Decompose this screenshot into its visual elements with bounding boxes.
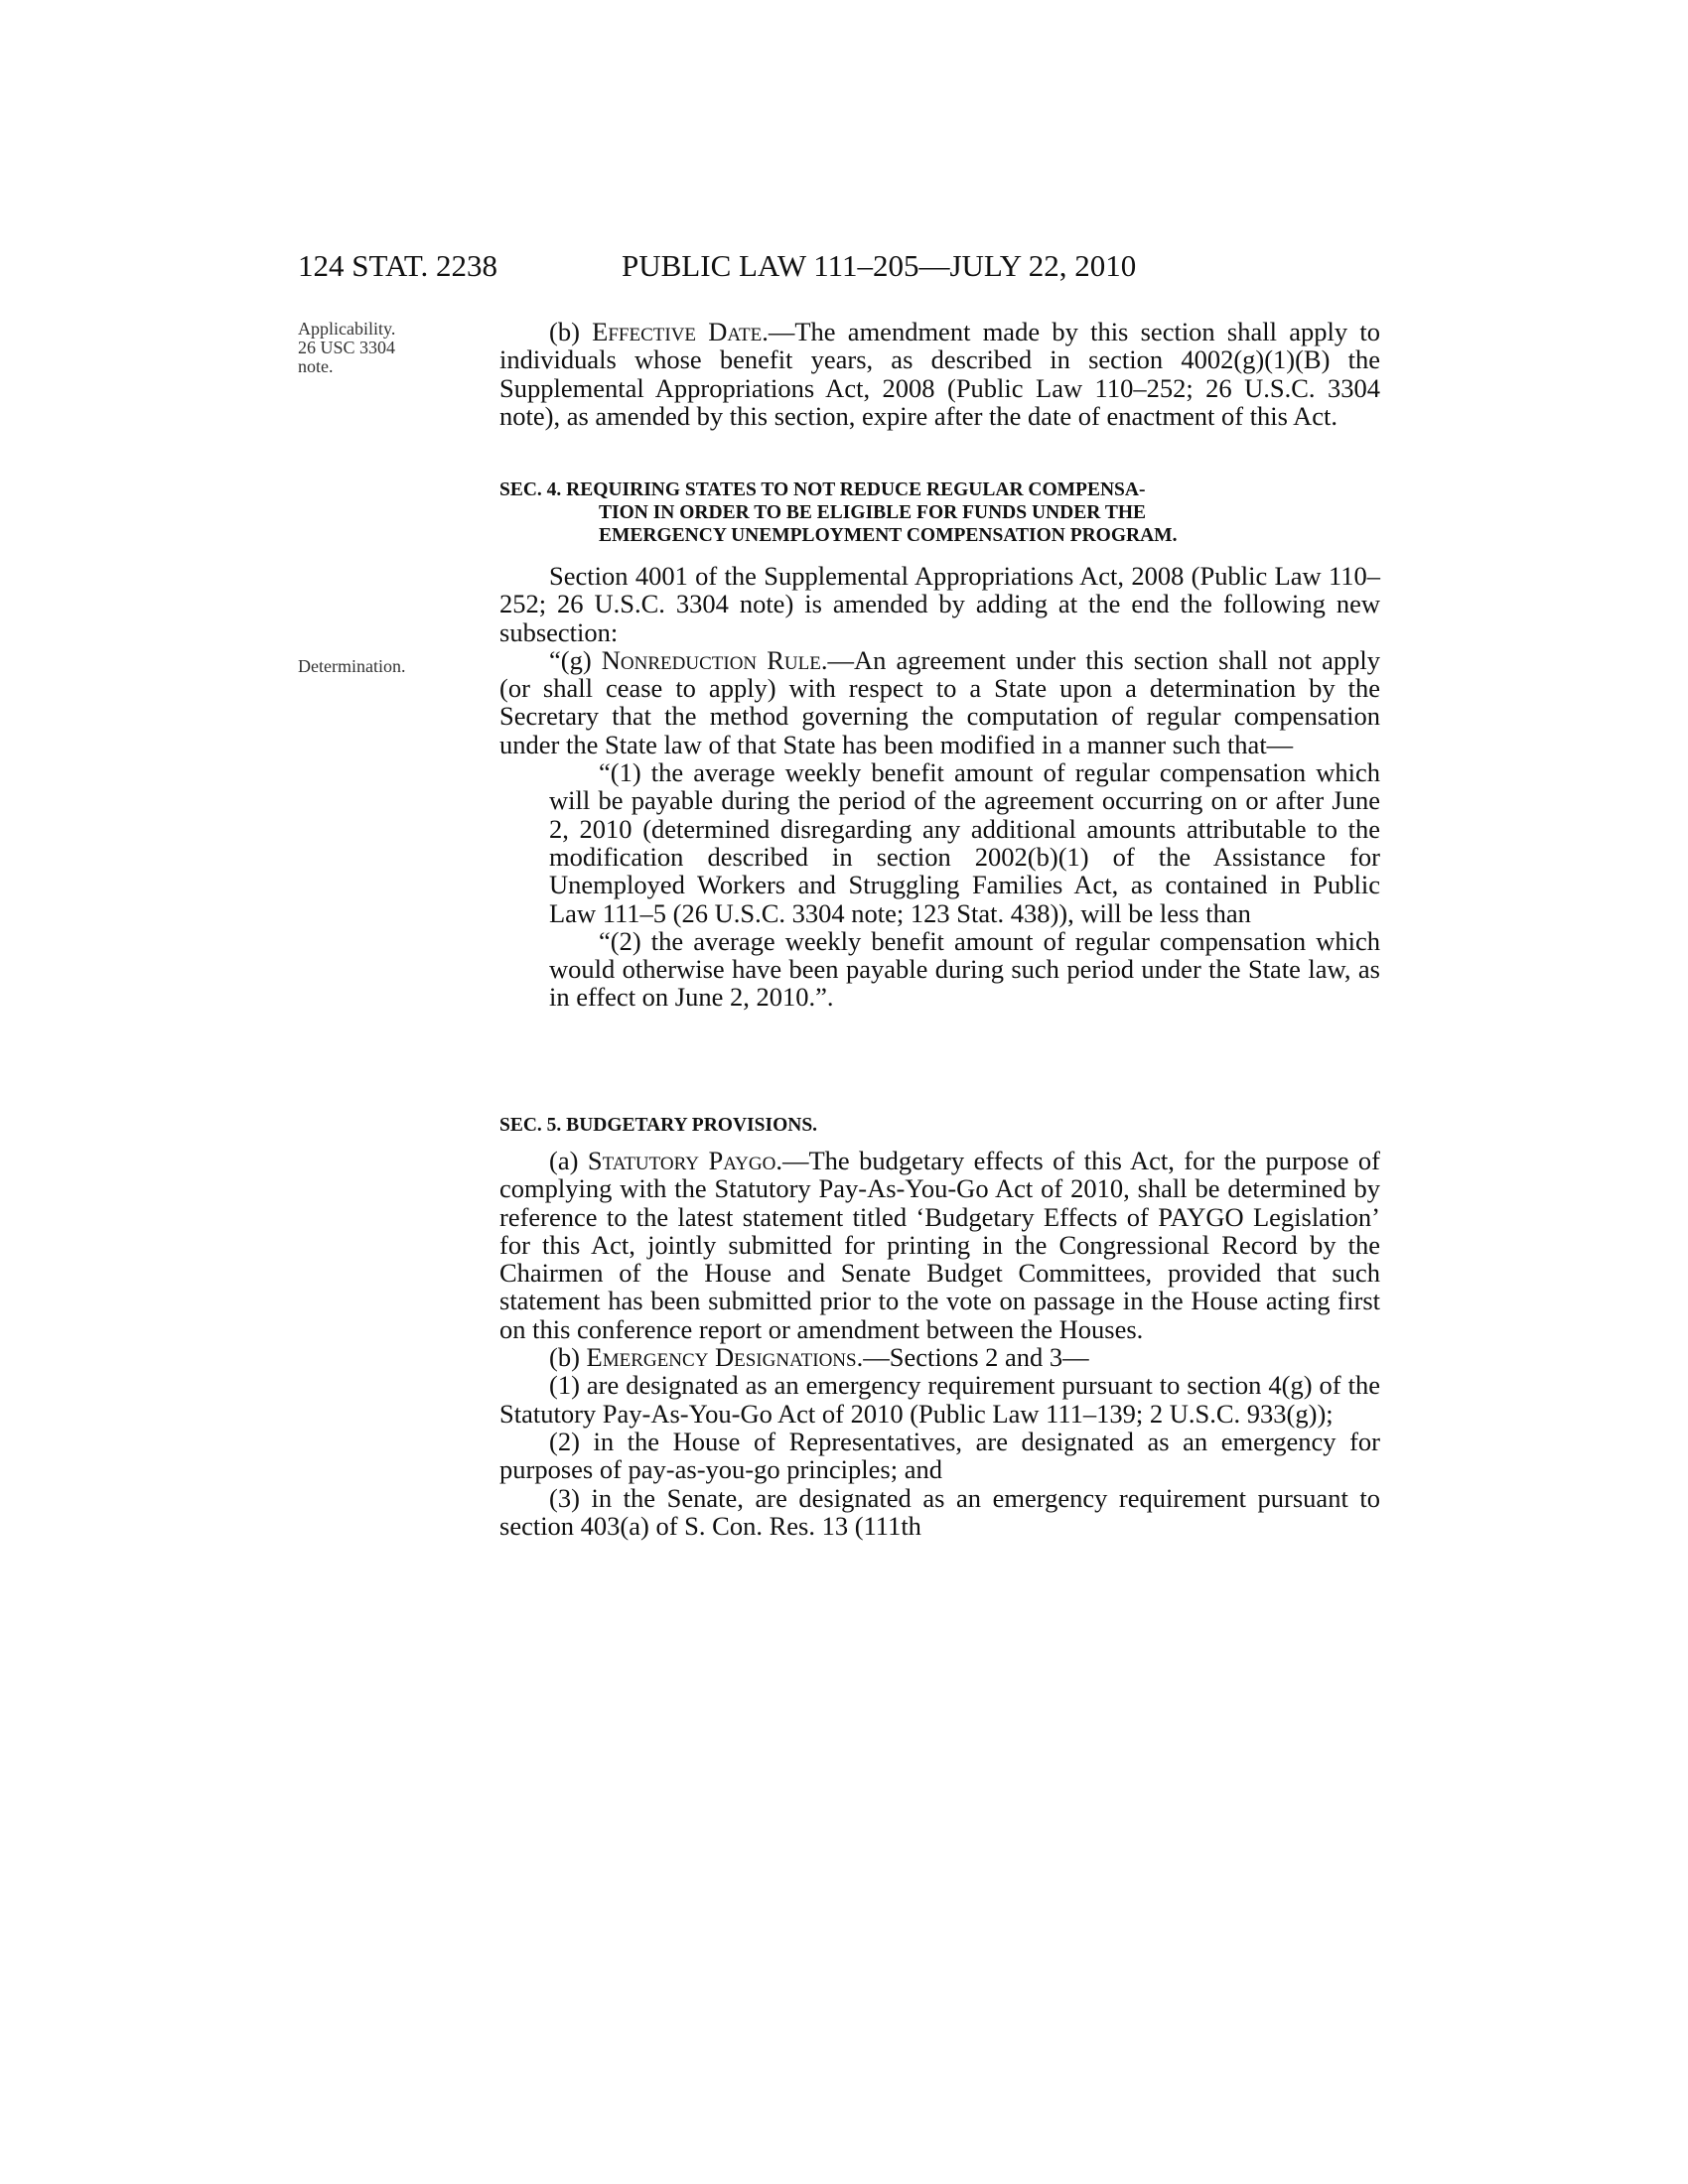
paragraph-b2: (2) in the House of Representatives, are designated as an emergency for purposes of pay-as-you-go principles; and	[499, 1426, 1380, 1485]
margin-note-line: Applicability.	[298, 319, 396, 339]
paragraph-text: .—The budgetary effects of this Act, for the purpose of complying with the Statutory Pay-As-You-Go Act of 2010, shall be determined by reference to the latest statement titled ‘Budgetary Effects of PAYGO Legislation’ for this Act, jointly submitted for printing in the Congressional Record by the Chairmen of the House and Senate Budget Committees, provided that such statement has been submitted prior to the vote on passage in the House acting first on this conference report or amendment between the Houses.	[499, 1146, 1381, 1344]
paragraph-effective-date	[499, 318, 1380, 430]
margin-note-applicability	[298, 320, 457, 376]
section-heading: SEC. 5. BUDGETARY PROVISIONS.	[499, 1115, 818, 1136]
section-4-intro: Section 4001 of the Supplemental Appropriations Act, 2008 (Public Law 110–252; 26 U.S.C. 3304 note) is amended by adding at the end the following new subsection:	[499, 561, 1380, 647]
margin-note-line: note.	[298, 356, 334, 376]
paragraph-text: .—An agreement under this section shall not apply (or shall cease to apply) with respect to a State upon a determination by the Secretary that the method governing the computation of regular compensation under the State law of that State has been modified in a manner such that—	[499, 644, 1380, 759]
paragraph-lead: “(g)	[549, 644, 602, 675]
heading-line: TION IN ORDER TO BE ELIGIBLE FOR FUNDS UNDER THE	[599, 502, 1146, 523]
section-4-body	[499, 562, 1380, 1012]
subsection-g	[499, 646, 1380, 758]
subsection-b	[499, 1343, 1380, 1371]
paragraph-g2: “(2) the average weekly benefit amount of regular compensation which would otherwise have been payable during such period under the State law, as in effect on June 2, 2010.”.	[549, 925, 1380, 1013]
paragraph-text: .—The amendment made by this section shall apply to individuals whose benefit years, as described in section 4002(g)(1)(B) the Supplemental Appropriations Act, 2008 (Public Law 110–252; 26 U.S.C. 3304 note), as amended by this section, expire after the date of enactment of this Act.	[499, 317, 1380, 431]
section-heading	[499, 478, 1380, 547]
paragraph-b1: (1) are designated as an emergency requirement pursuant to section 4(g) of the Statutory Pay-As-You-Go Act of 2010 (Public Law 111–139; 2 U.S.C. 933(g));	[499, 1370, 1380, 1429]
page-header	[298, 248, 1380, 288]
paragraph-lead: (b)	[549, 1342, 587, 1373]
section-5	[499, 1114, 1380, 1540]
section-3b	[499, 318, 1380, 430]
paragraph-caption: Effective Date	[592, 317, 763, 346]
margin-note-line: 26 USC 3304	[298, 338, 396, 357]
section-4-heading	[499, 478, 1380, 547]
paragraph-b3: (3) in the Senate, are designated as an emergency requirement pursuant to section 403(a) of S. Con. Res. 13 (111th	[499, 1482, 1380, 1541]
paragraph-lead: (b)	[549, 317, 593, 346]
subsection-a	[499, 1147, 1380, 1343]
statute-page-number: 124 STAT. 2238	[298, 248, 498, 283]
paragraph-lead: (a)	[549, 1146, 588, 1175]
running-title: PUBLIC LAW 111–205—JULY 22, 2010	[622, 248, 1137, 283]
paragraph-g1: “(1) the average weekly benefit amount of regular compensation which will be payable during the period of the agreement occurring on or after June 2, 2010 (determined disregarding any additional amounts attributable to the modification described in section 2002(b)(1) of the Assistance for Unemployed Workers and Struggling Families Act, as contained in Public Law 111–5 (26 U.S.C. 3304 note; 123 Stat. 438)), will be less than	[549, 757, 1380, 928]
paragraph-caption: Emergency Designations	[586, 1342, 857, 1373]
heading-line: EMERGENCY UNEMPLOYMENT COMPENSATION PROGRAM.	[599, 525, 1178, 546]
paragraph-caption: Nonreduction Rule	[601, 644, 821, 675]
paragraph-caption: Statutory Paygo	[587, 1146, 776, 1175]
heading-line: SEC. 4. REQUIRING STATES TO NOT REDUCE REGULAR COMPENSA-	[499, 479, 1146, 500]
paragraph-text: .—Sections 2 and 3—	[856, 1342, 1089, 1373]
margin-note-determination	[298, 657, 457, 676]
margin-note-line: Determination.	[298, 656, 406, 676]
